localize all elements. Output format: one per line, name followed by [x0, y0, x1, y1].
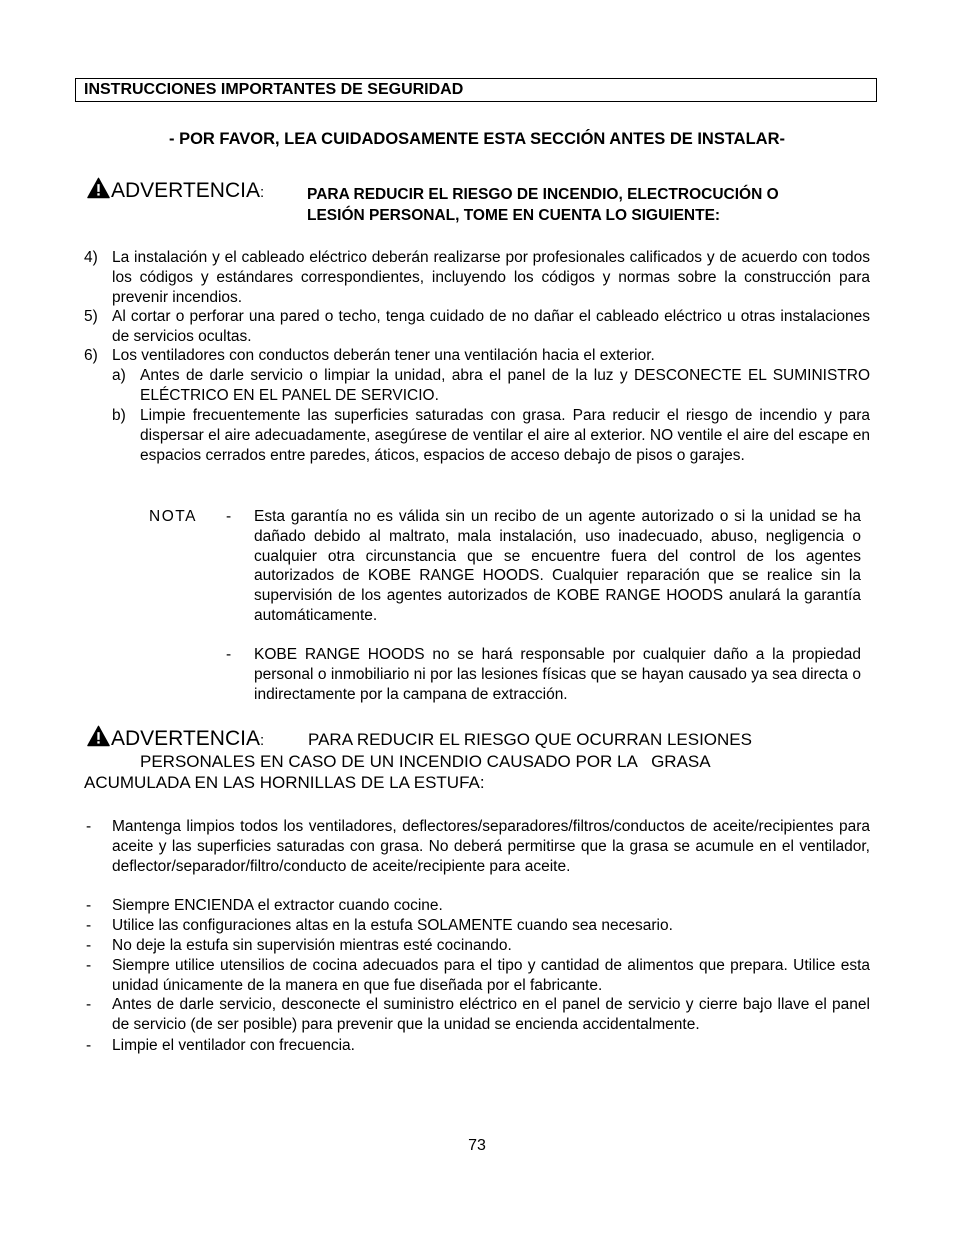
- warning-text-line3: ACUMULADA EN LAS HORNILLAS DE LA ESTUFA:: [84, 773, 485, 792]
- warning-text-line2: LESIÓN PERSONAL, TOME EN CUENTA LO SIGUIENTE:: [307, 207, 721, 224]
- subtitle: - POR FAVOR, LEA CUIDADOSAMENTE ESTA SECCIÓN ANTES DE INSTALAR-: [168, 130, 786, 148]
- warning-text-line1: PARA REDUCIR EL RIESGO DE INCENDIO, ELECTROCUCIÓN O: [307, 186, 779, 203]
- page-number: 73: [468, 1137, 486, 1154]
- bullet-text: Utilice las configuraciones altas en la estufa SOLAMENTE cuando sea necesario.: [112, 917, 673, 934]
- nota-dash: -: [226, 646, 232, 663]
- nota-dash: -: [226, 508, 232, 525]
- bullet-dash: -: [86, 996, 92, 1013]
- bullet-dash: -: [86, 1037, 92, 1054]
- subitem-text: Antes de darle servicio o limpiar la unidad, abra el panel de la luz y DESCONECTE EL SUMINISTRO ELÉCTRICO EN EL PANEL DE SERVICIO.: [140, 367, 870, 404]
- bullet-dash: -: [86, 937, 92, 954]
- bullet-text: Siempre utilice utensilios de cocina adecuados para el tipo y cantidad de alimentos que prepara. Utilice esta unidad únicamente de la manera en que fue diseñada por el fabricante.: [112, 957, 870, 994]
- item-number: 4): [84, 249, 98, 266]
- bullet-dash: -: [86, 897, 92, 914]
- item-text: Los ventiladores con conductos deberán tener una ventilación hacia el exterior.: [112, 347, 655, 364]
- bullet-dash: -: [86, 818, 92, 835]
- warning-label: ADVERTENCIA:: [111, 179, 265, 202]
- warning-triangle-icon: [87, 177, 110, 199]
- nota-text: Esta garantía no es válida sin un recibo de un agente autorizado o si la unidad se ha dañado debido al maltrato, mala instalación, uso inadecuado, abuso, negligencia o cualquier otra circunstancia que se encuentre fuera del control de los agentes autorizados de KOBE RANGE HOODS. Cualquier reparación que se realice sin la supervisión de los agentes autorizados de KOBE RANGE HOODS anulará la garantía automáticamente.: [254, 508, 861, 624]
- page-title: INSTRUCCIONES IMPORTANTES DE SEGURIDAD: [84, 81, 464, 98]
- bullet-text: Mantenga limpios todos los ventiladores, deflectores/separadores/filtros/conductos de aceite/recipientes para aceite y las superficies saturadas con grasa. No deberá permitirse que la grasa se acumule en el ventilador, deflector/separador/filtro/conducto de aceite/recipiente para aceite.: [112, 818, 870, 875]
- subitem-text: Limpie frecuentemente las superficies saturadas con grasa. Para reducir el riesgo de incendio y para dispersar el aire adecuadamente, asegúrese de ventilar el aire al exterior. NO ventile el aire del escape en espacios cerrados entre paredes, áticos, espacios de acceso debajo de pisos o garajes.: [140, 407, 870, 464]
- warning-triangle-icon: [87, 725, 110, 747]
- item-number: 6): [84, 347, 98, 364]
- warning-text-line1: PARA REDUCIR EL RIESGO QUE OCURRAN LESIONES: [308, 730, 752, 749]
- nota-text: KOBE RANGE HOODS no se hará responsable por cualquier daño a la propiedad personal o inmobiliario ni por las lesiones físicas que se hayan causado ya sea directa o indirectamente por la campana de extracción.: [254, 646, 861, 703]
- item-text: Al cortar o perforar una pared o techo, tenga cuidado de no dañar el cableado eléctrico u otras instalaciones de servicios ocultas.: [112, 308, 870, 345]
- nota-label: NOTA: [149, 508, 197, 525]
- item-number: 5): [84, 308, 98, 325]
- subitem-letter: a): [112, 367, 126, 384]
- warning-text-line2: PERSONALES EN CASO DE UN INCENDIO CAUSADO POR LA GRASA: [140, 752, 711, 771]
- bullet-dash: -: [86, 917, 92, 934]
- bullet-text: Siempre ENCIENDA el extractor cuando cocine.: [112, 897, 443, 914]
- bullet-dash: -: [86, 957, 92, 974]
- item-text: La instalación y el cableado eléctrico deberán realizarse por profesionales calificados y de acuerdo con todos los códigos y estándares correspondientes, incluyendo los códigos y normas sobre la construcción para prevenir incendios.: [112, 249, 870, 306]
- subitem-letter: b): [112, 407, 126, 424]
- bullet-text: Antes de darle servicio, desconecte el suministro eléctrico en el panel de servicio y cierre bajo llave el panel de servicio (de ser posible) para prevenir que la unidad se encienda accidentalmente.: [112, 996, 870, 1033]
- bullet-text: Limpie el ventilador con frecuencia.: [112, 1037, 355, 1054]
- warning-label: ADVERTENCIA:: [111, 727, 265, 750]
- bullet-text: No deje la estufa sin supervisión mientras esté cocinando.: [112, 937, 512, 954]
